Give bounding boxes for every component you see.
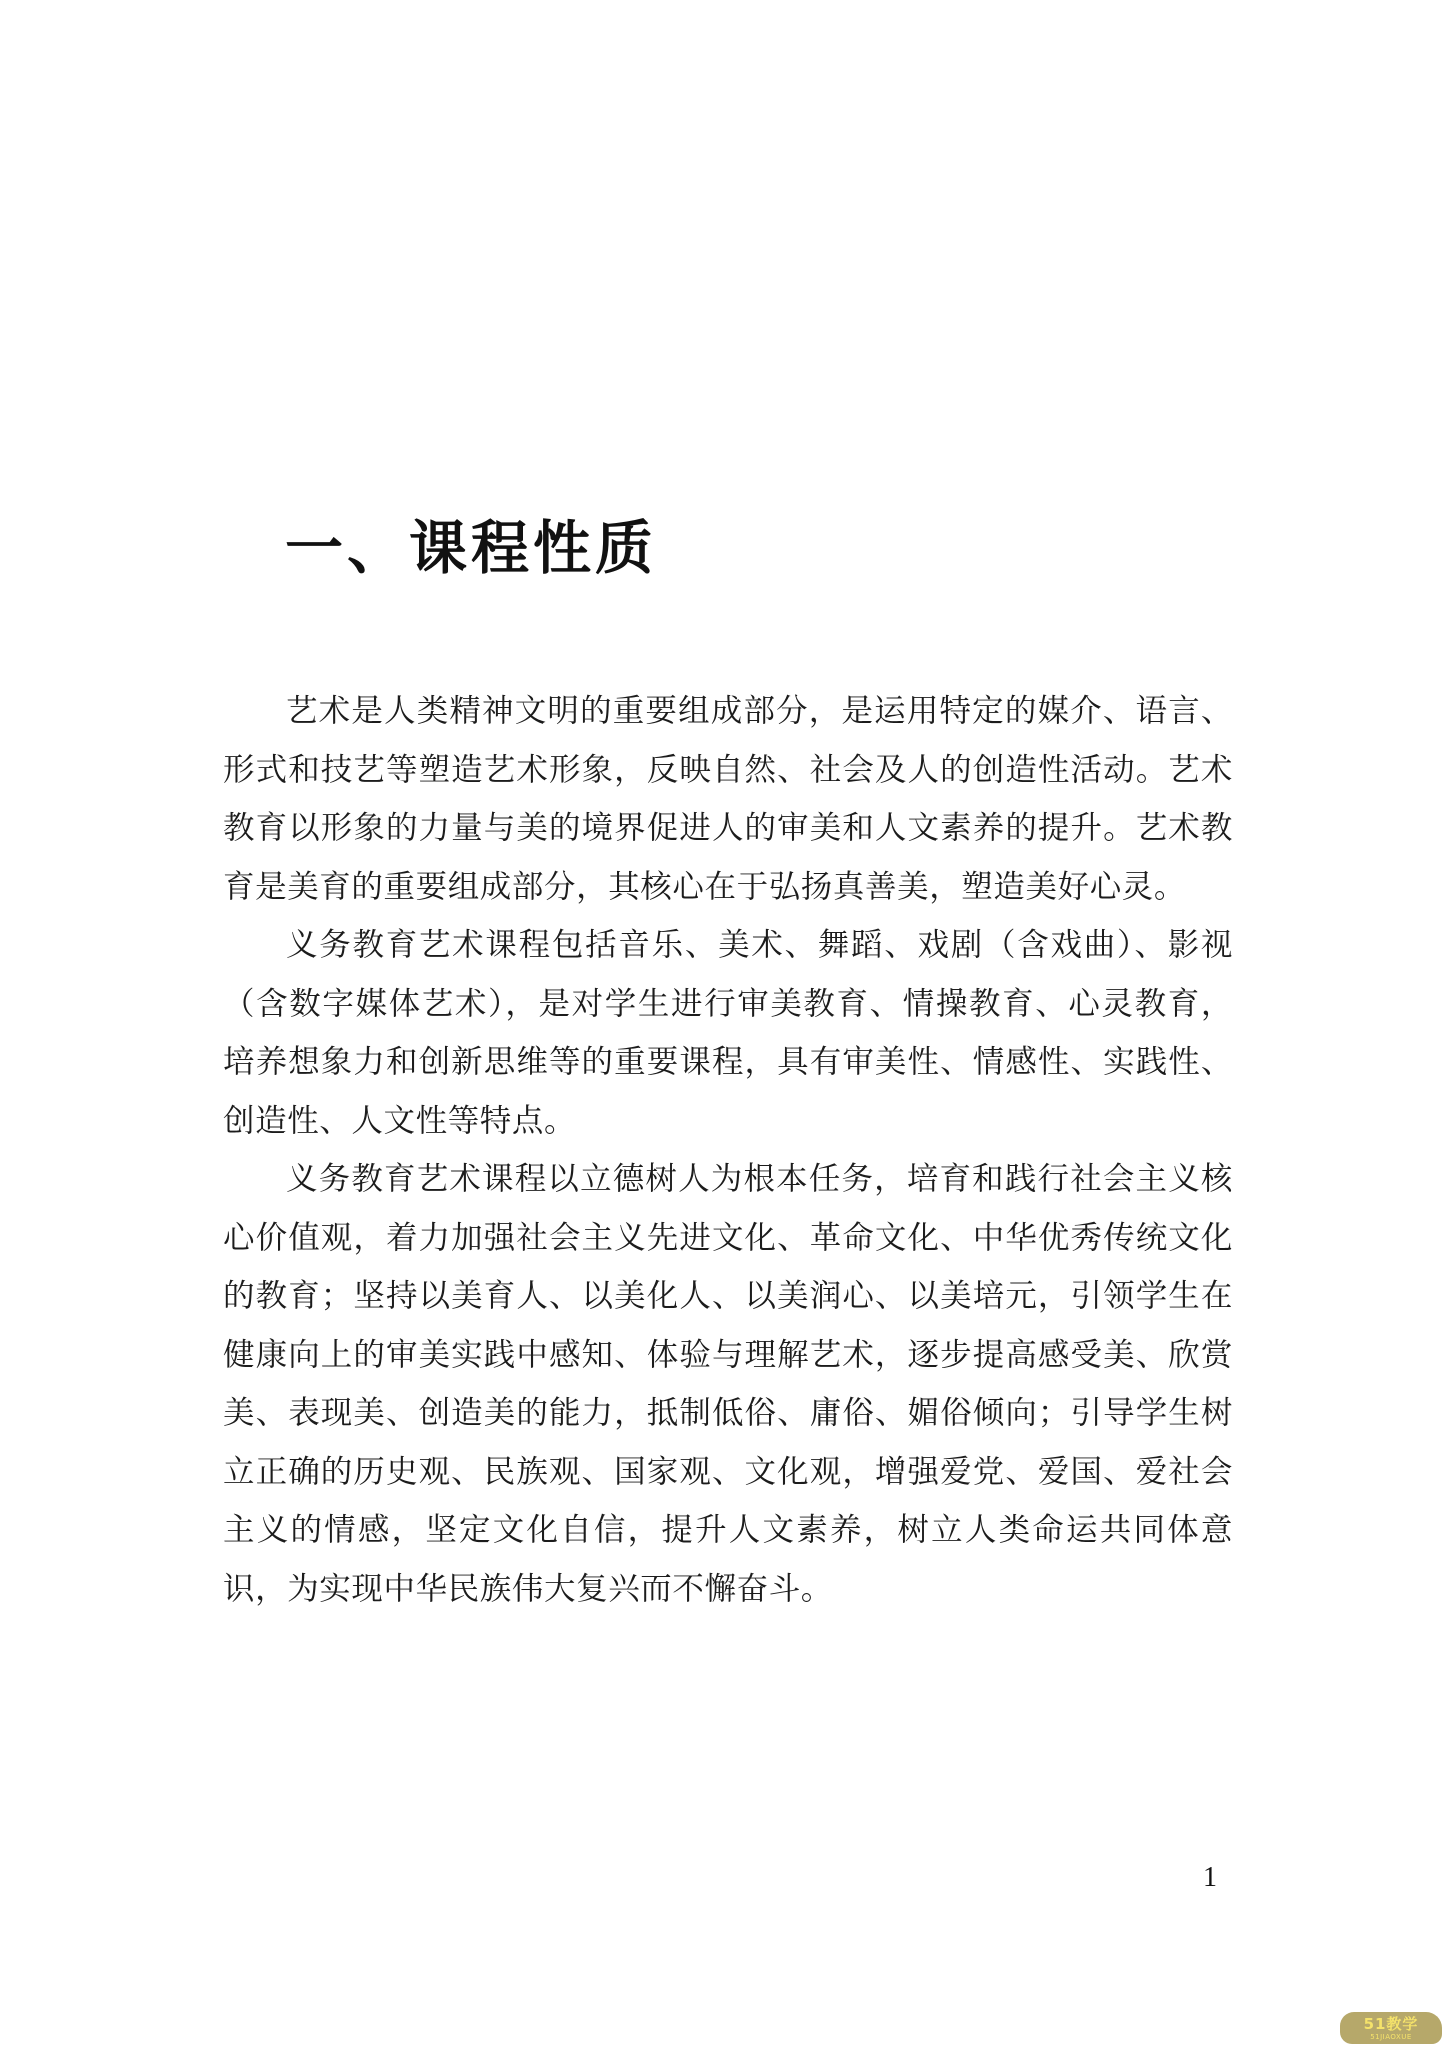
watermark-logo: [1340, 2012, 1442, 2044]
paragraph-1: 艺术是人类精神文明的重要组成部分，是运用特定的媒介、语言、形式和技艺等塑造艺术形象，反映自然、社会及人的创造性活动。艺术教育以形象的力量与美的境界促进人的审美和人文素养的提升。艺术教育是美育的重要组成部分，其核心在于弘扬真善美，塑造美好心灵。: [223, 693, 1233, 905]
page-number: 1: [1203, 1862, 1217, 1893]
watermark-main-text: 51教学: [1363, 2014, 1419, 2033]
paragraph-3: 义务教育艺术课程以立德树人为根本任务，培育和践行社会主义核心价值观，着力加强社会主义先进文化、革命文化、中华优秀传统文化的教育；坚持以美育人、以美化人、以美润心、以美培元，引领学生在健康向上的审美实践中感知、体验与理解艺术，逐步提高感受美、欣赏美、表现美、创造美的能力，抵制低俗、庸俗、媚俗倾向；引导学生树立正确的历史观、民族观、国家观、文化观，增强爱党、爱国、爱社会主义的情感，坚定文化自信，提升人文素养，树立人类命运共同体意识，为实现中华民族伟大复兴而不懈奋斗。: [223, 1161, 1233, 1607]
section-heading: 一、课程性质: [285, 513, 658, 582]
paragraph-2: 义务教育艺术课程包括音乐、美术、舞蹈、戏剧（含戏曲）、影视（含数字媒体艺术），是对学生进行审美教育、情操教育、心灵教育，培养想象力和创新思维等的重要课程，具有审美性、情感性、实践性、创造性、人文性等特点。: [223, 927, 1233, 1139]
body-text: [223, 682, 1233, 1618]
watermark-sub-text: 51JIAOXUE: [1370, 2032, 1412, 2041]
